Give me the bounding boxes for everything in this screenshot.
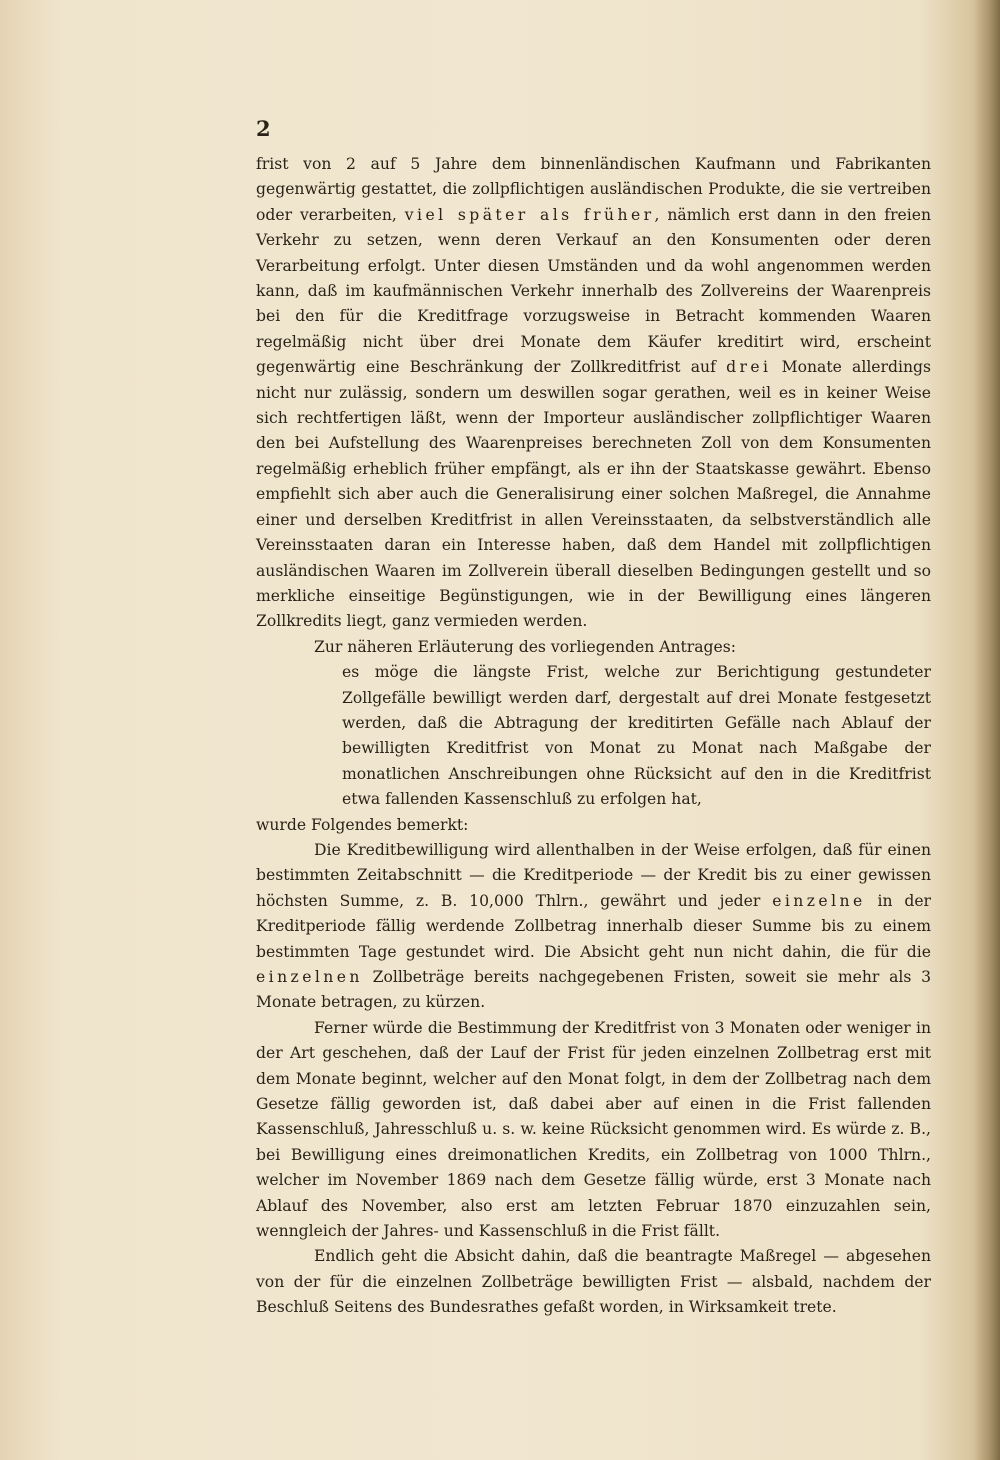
quoted-motion: es möge die längste Frist, welche zur Berichtigung gestundeter Zollgefälle bewilligt werden darf, dergestalt auf drei Monate festgesetzt werden, daß die Abtragung der kreditirten Gefälle nach Ablauf der bewilligten Kreditfrist von Monat zu Monat nach Maßgabe der monatlichen Anschreibungen ohne Rücksicht auf den in die Kreditfrist etwa fallenden Kassenschluß zu erfolgen hat, xyxy=(342,663,931,809)
paragraph-1-part-c: , nämlich erst dann in den freien Verkehr zu setzen, wenn deren Verkauf an den Konsumenten oder deren Verarbeitung erfolgt. Unter diesen Umständen und da wohl angenommen werden kann, daß im kaufmännischen Verkehr innerhalb des Zollvereins der Waarenpreis bei den für die Kreditfrage vorzugsweise in Betracht kommenden Waaren regelmäßig nicht über drei Monate dem Käufer kreditirt wird, erscheint gegenwärtig eine Beschränkung der Zollkreditfrist auf xyxy=(256,205,932,377)
paragraph-6: Ferner würde die Bestimmung der Kreditfrist von 3 Monaten oder weniger in der Art geschehen, daß der Lauf der Frist für jeden einzelnen Zollbetrag erst mit dem Monate beginnt, welcher auf den Monat folgt, in dem der Zollbetrag nach dem Gesetze fällig geworden ist, daß dabei aber auf einen in die Frist fallenden Kassenschluß, Jahresschluß u. s. w. keine Rücksicht genommen wird. Es würde z. B., bei Bewilligung eines dreimonatlichen Kredits, ein Zollbetrag von 1000 Thlrn., welcher im November 1869 nach dem Gesetze fällig würde, erst 3 Monate nach Ablauf des November, also erst am letzten Februar 1870 einzuzahlen sein, wenngleich der Jahres- und Kassenschluß in die Frist fällt. xyxy=(256,1018,931,1241)
paragraph-5 xyxy=(256,838,931,1016)
emphasis-drei: drei xyxy=(726,358,772,377)
emphasis-einzelnen: einzelnen xyxy=(256,968,363,986)
paragraph-7: Endlich geht die Absicht dahin, daß die beantragte Maßregel — abgesehen von der für die einzelnen Zollbeträge bewilligten Frist — alsbald, nachdem der Beschluß Seitens des Bundesrathes gefaßt worden, in Wirksamkeit trete. xyxy=(256,1247,931,1317)
page-edge-shadow xyxy=(974,0,1000,1460)
paragraph-5-part-c: in der Kreditperiode fällig werdende Zollbetrag innerhalb dieser Summe bis zu einem bestimmten Tage gestundet wird. Die Absicht geht nun nicht dahin, die für die xyxy=(256,891,931,961)
paragraph-1-part-a: frist von 2 auf 5 Jahre dem binnenländischen Kaufmann und Fabrikanten gegenwärtig gestattet, die zollpflichtigen ausländischen Produkte, die sie vertreiben oder verarbeiten, xyxy=(256,155,931,224)
paragraph-5-part-e: Zollbeträge bereits nachgegebenen Fristen, soweit sie mehr als 3 Monate betragen, zu kürzen. xyxy=(256,968,931,1012)
paragraph-5-part-a: Die Kreditbewilligung wird allenthalben in der Weise erfolgen, daß für einen bestimmten Zeitabschnitt — die Kreditperiode — der Kredit bis zu einer gewissen höchsten Summe, z. B. 10,000 Thlrn., gewährt und jeder xyxy=(256,840,931,910)
paragraph-2: Zur näheren Erläuterung des vorliegenden Antrages: xyxy=(314,637,736,656)
document-body xyxy=(256,152,931,1321)
paragraph-4: wurde Folgendes bemerkt: xyxy=(256,815,469,834)
emphasis-einzelne: einzelne xyxy=(772,891,866,910)
emphasis-viel-spaeter: viel später als früher xyxy=(404,205,655,224)
page-number: 2 xyxy=(256,116,271,141)
paragraph-1 xyxy=(256,152,931,635)
paragraph-1-part-e: Monate allerdings nicht nur zulässig, sondern um deswillen sogar gerathen, weil es in keiner Weise sich rechtfertigen läßt, wenn der Importeur ausländischer zollpflichtiger Waaren den bei Aufstellung des Waarenpreises berechneten Zoll von dem Konsumenten regelmäßig erheblich früher empfängt, als er ihn der Staatskasse gewährt. Ebenso empfiehlt sich aber auch die Generalisirung einer solchen Maßregel, die Annahme einer und derselben Kreditfrist in allen Vereinsstaaten, da selbstverständlich alle Vereinsstaaten daran ein Interesse haben, daß dem Handel mit zollpflichtigen ausländischen Waaren im Zollverein überall dieselben Bedingungen gestellt und so merkliche einseitige Begünstigungen, wie in der Bewilligung eines längeren Zollkredits liegt, ganz vermieden werden. xyxy=(256,358,931,631)
